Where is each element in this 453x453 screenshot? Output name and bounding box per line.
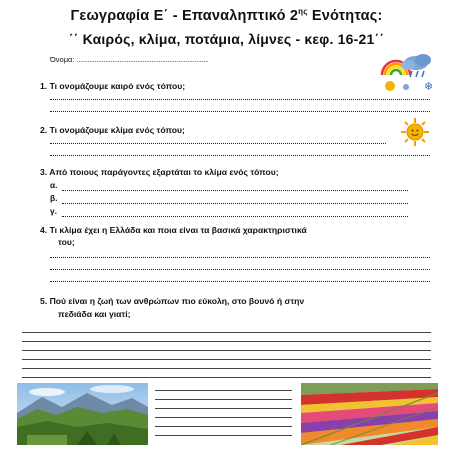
answer-line-q5-2[interactable]: [22, 341, 431, 342]
answer-line-q5-4[interactable]: [22, 359, 431, 360]
tulip-fields-plain-photo: [301, 383, 438, 445]
option-b-label: β.: [50, 193, 58, 203]
answer-line-mid-5[interactable]: [155, 426, 292, 427]
question-3: 3. Από ποιους παράγοντες εξαρτάται το κλίμα ενός τόπου;: [40, 167, 279, 177]
answer-line-q3-c[interactable]: [62, 216, 408, 217]
answer-line-mid-3[interactable]: [155, 408, 292, 409]
answer-line-q4-2[interactable]: [50, 269, 430, 270]
answer-line-q1-2[interactable]: [50, 111, 430, 112]
title-end: Ενότητας:: [307, 8, 383, 24]
answer-line-q2-1[interactable]: [50, 143, 386, 144]
name-label: Όνομα:: [50, 55, 75, 64]
answer-line-q1-1[interactable]: [50, 99, 430, 100]
name-blank[interactable]: ..........................................................................: [76, 55, 209, 64]
answer-line-mid-2[interactable]: [155, 399, 292, 400]
answer-line-q4-3[interactable]: [50, 281, 430, 282]
answer-line-mid-1[interactable]: [155, 390, 292, 391]
question-5: 5. Πού είναι η ζωή των ανθρώπων πιο εύκολη, στο βουνό ή στην: [40, 296, 305, 306]
answer-line-mid-4[interactable]: [155, 417, 292, 418]
question-4-continued: του;: [58, 237, 75, 247]
answer-line-q3-a[interactable]: [62, 190, 408, 191]
svg-text:❄: ❄: [424, 80, 434, 93]
answer-line-q5-5[interactable]: [22, 368, 431, 369]
title-superscript: ης: [298, 7, 308, 16]
title-text: Γεωγραφία Ε΄ - Επαναληπτικό 2: [70, 8, 299, 24]
worksheet-title-line2: ΄΄ Καιρός, κλίμα, ποτάμια, λίμνες - κεφ. 16-21΄΄: [68, 31, 385, 47]
worksheet-title-line1: [0, 7, 453, 24]
answer-line-mid-6[interactable]: [155, 435, 292, 436]
question-2: 2. Τι ονομάζουμε κλίμα ενός τόπου;: [40, 125, 185, 135]
option-a-label: α.: [50, 180, 58, 190]
sun-icon: [398, 117, 432, 147]
answer-line-q4-1[interactable]: [50, 257, 430, 258]
answer-line-q5-3[interactable]: [22, 350, 431, 351]
answer-line-q5-1[interactable]: [22, 332, 431, 333]
question-5-continued: πεδιάδα και γιατί;: [58, 309, 131, 319]
question-4: 4. Τι κλίμα έχει η Ελλάδα και ποια είναι τα βασικά χαρακτηριστικά: [40, 225, 307, 235]
mountain-landscape-photo: [17, 383, 148, 445]
question-1: 1. Τι ονομάζουμε καιρό ενός τόπου;: [40, 81, 186, 91]
answer-line-q2-2[interactable]: [50, 155, 430, 156]
name-field[interactable]: [50, 55, 209, 64]
answer-line-q5-6[interactable]: [22, 377, 431, 378]
option-c-label: γ.: [50, 206, 57, 216]
answer-line-q3-b[interactable]: [62, 203, 408, 204]
weather-icon: [378, 49, 436, 93]
